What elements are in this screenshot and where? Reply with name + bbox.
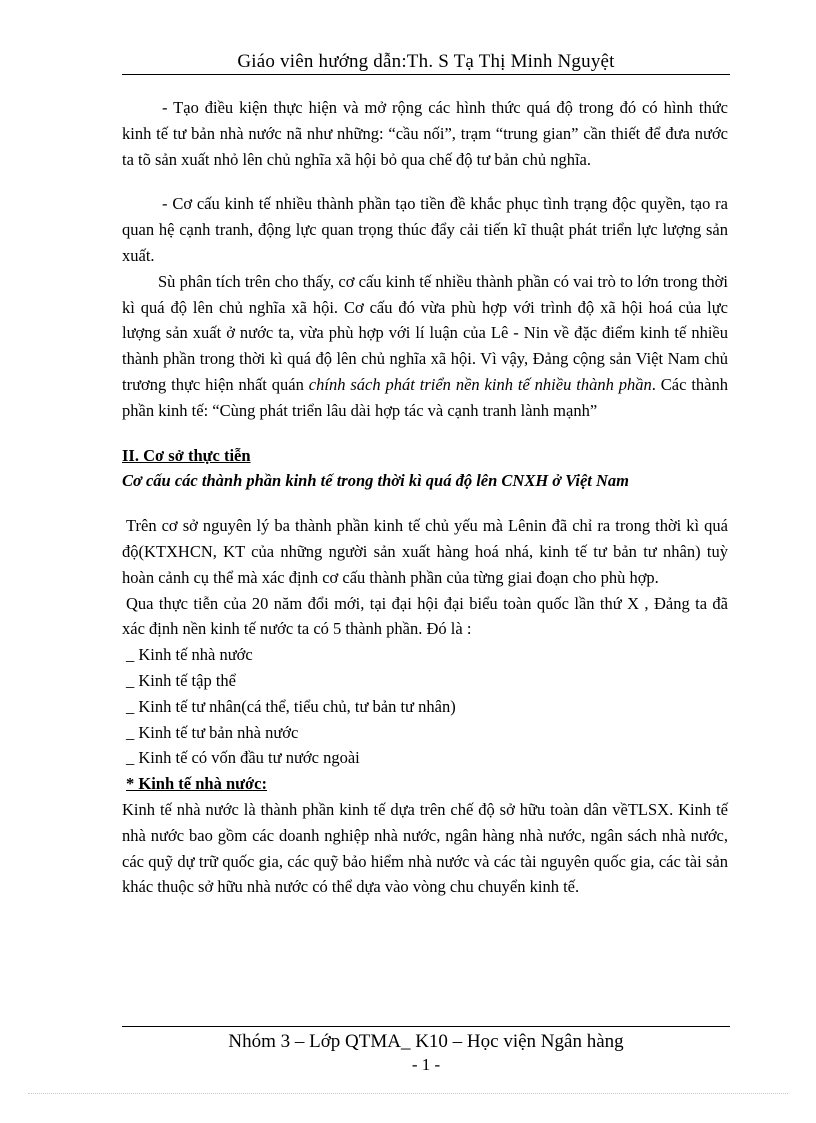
list-item: _ Kinh tế tư bản nhà nước — [126, 722, 299, 742]
paragraph-transition-forms: - Tạo điều kiện thực hiện và mở rộng các hình thức quá độ trong đó có hình thức kinh tế tư bản nhà nước nã như những: “cầu nối”, trạm “trung gian” cần thiết để đưa nước ta tõ sản xuất nhỏ lên chủ nghĩa xã hội bỏ qua chế độ tư bản chủ nghĩa. — [122, 98, 728, 169]
list-item: _ Kinh tế tập thể — [126, 670, 236, 690]
paragraph-lenin-principle: Trên cơ sở nguyên lý ba thành phần kinh tế chủ yếu mà Lênin đã chỉ ra trong thời kì quá độ(KTXHCN, KT của những người sản xuất hàng hoá nhá, kinh tế tư bản tư nhân) tuỳ hoàn cảnh cụ thể mà xác định cơ cấu thành phần của từng giai đoạn cho phù hợp. — [122, 516, 728, 587]
state-economy-heading: * Kinh tế nhà nước: — [126, 774, 267, 794]
economic-sectors-list — [122, 642, 728, 771]
analysis-text-1: Sù phân tích trên cho thấy, cơ cấu kinh tế nhiều thành phần có vai trò to lớn trong thời kì quá độ lên chủ nghĩa xã hội. Cơ cấu đó vừa phù hợp với trình độ xã hội hoá của lực lượng sản xuất ở nước ta, vừa phù hợp với lí luận của Lê - Nin về đặc điểm kinh tế nhiều thành phần trong thời kì quá độ lên chủ nghĩa xã hội. Vì vậy, Đảng cộng sản Việt Nam chủ trương thực hiện nhất quán — [122, 271, 728, 394]
list-item: _ Kinh tế tư nhân(cá thể, tiểu chủ, tư bản tư nhân) — [126, 696, 456, 716]
page-bottom-dotted-divider — [28, 1093, 788, 1094]
paragraph-analysis — [122, 269, 728, 424]
sub-heading: Cơ cấu các thành phần kinh tế trong thời kì quá độ lên CNXH ở Việt Nam — [122, 471, 629, 491]
paragraph-congress: Qua thực tiễn của 20 năm đổi mới, tại đại hội đại biểu toàn quốc lần thứ X , Đảng ta đã xác định nền kinh tế nước ta có 5 thành phần. Đó là : — [122, 593, 728, 639]
list-item: _ Kinh tế nhà nước — [126, 645, 253, 665]
footer-rule — [122, 1026, 730, 1027]
analysis-italic: chính sách phát triển nền kinh tế nhiều thành phần — [308, 374, 652, 394]
section-heading: II. Cơ sở thực tiễn — [122, 445, 251, 465]
page-number: - 1 - — [411, 1055, 441, 1074]
paragraph-state-economy: Kinh tế nhà nước là thành phần kinh tế dựa trên chế độ sở hữu toàn dân vềTLSX. Kinh tế nhà nước bao gồm các doanh nghiệp nhà nước, ngân hàng nhà nước, ngân sách nhà nước, các quỹ dự trữ quốc gia, các quỹ bảo hiểm nhà nước và các tài nguyên quốc gia, các tài sản khác thuộc sở hữu nhà nước có thể dựa vào vòng chu chuyển kinh tế. — [122, 799, 728, 897]
list-item: _ Kinh tế có vốn đầu tư nước ngoài — [126, 748, 360, 768]
analysis-text-2: . Các thành phần kinh tế: “Cùng phát triển lâu dài hợp tác và cạnh tranh lành mạnh” — [122, 374, 729, 420]
header-rule — [122, 74, 730, 75]
page-footer: Nhóm 3 – Lớp QTMA_ K10 – Học viện Ngân hàng — [228, 1031, 624, 1052]
paragraph-monopoly: - Cơ cấu kinh tế nhiều thành phần tạo tiền đề khắc phục tình trạng độc quyền, tạo ra quan hệ cạnh tranh, động lực quan trọng thúc đẩy cải tiến kĩ thuật phát triển lực lượng sản xuất. — [122, 194, 728, 265]
page-header: Giáo viên hướng dẫn:Th. S Tạ Thị Minh Nguyệt — [237, 51, 615, 72]
document-body — [122, 95, 728, 900]
